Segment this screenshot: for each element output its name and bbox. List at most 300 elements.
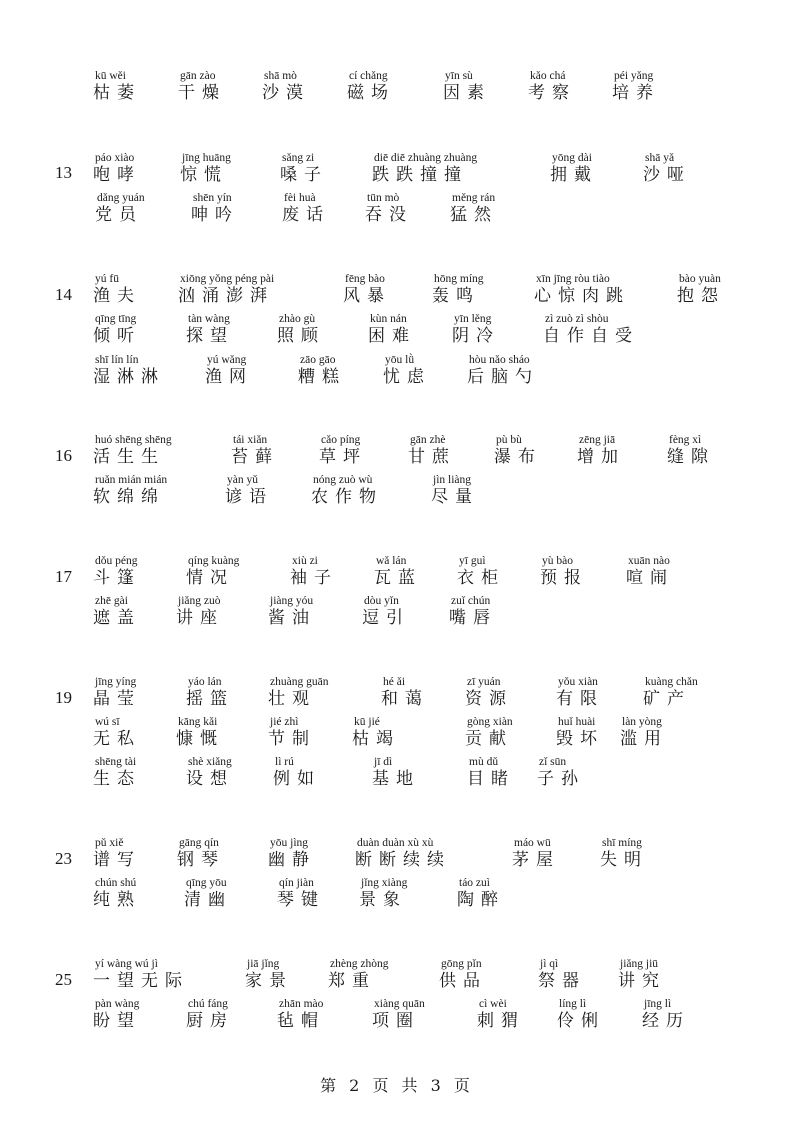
pinyin: kū wěi xyxy=(95,70,126,82)
vocab-word xyxy=(372,756,420,790)
vocab-word xyxy=(642,998,690,1032)
hanzi: 阴冷 xyxy=(452,326,500,346)
vocab-word xyxy=(677,273,725,307)
pinyin: dǒu péng xyxy=(95,555,138,567)
pinyin: shā mò xyxy=(264,70,297,82)
pinyin: pù bù xyxy=(496,434,522,446)
hanzi: 一望无际 xyxy=(93,971,189,991)
vocab-word xyxy=(540,555,588,589)
pinyin: yōu jìng xyxy=(270,837,309,849)
hanzi: 摇篮 xyxy=(186,689,234,709)
pinyin: kū jié xyxy=(354,716,380,728)
hanzi: 目睹 xyxy=(467,769,515,789)
lesson-number: 25 xyxy=(55,970,72,989)
hanzi: 呻吟 xyxy=(191,205,239,225)
hanzi: 缝隙 xyxy=(667,447,715,467)
hanzi: 遮盖 xyxy=(93,608,141,628)
hanzi: 例如 xyxy=(273,769,321,789)
vocab-word xyxy=(93,877,141,911)
hanzi: 照顾 xyxy=(277,326,325,346)
hanzi: 猛然 xyxy=(450,205,498,225)
hanzi: 断断续续 xyxy=(355,850,451,870)
pinyin: huǐ huài xyxy=(558,716,596,728)
pinyin: dǎng yuán xyxy=(97,192,145,204)
vocab-word xyxy=(290,555,338,589)
pinyin: làn yòng xyxy=(622,716,662,728)
vocab-word xyxy=(368,313,416,347)
vocab-word xyxy=(319,434,367,468)
pinyin: qíng kuàng xyxy=(188,555,240,567)
pinyin: kǎo chá xyxy=(530,70,566,82)
pinyin: jīng lì xyxy=(644,998,672,1010)
pinyin: jié zhì xyxy=(270,716,299,728)
hanzi: 基地 xyxy=(372,769,420,789)
pinyin: hòu nǎo sháo xyxy=(469,354,530,366)
hanzi: 盼望 xyxy=(93,1011,141,1031)
pinyin: tái xiǎn xyxy=(233,434,268,446)
pinyin: wú sī xyxy=(95,716,120,728)
pinyin: yī guì xyxy=(459,555,486,567)
pinyin: zī yuán xyxy=(467,676,501,688)
pinyin: yú fū xyxy=(95,273,119,285)
lesson-number: 14 xyxy=(55,285,72,304)
pinyin: jiàng yóu xyxy=(270,595,314,607)
vocab-word xyxy=(186,676,234,710)
vocab-word xyxy=(93,313,141,347)
pinyin: jiā jǐng xyxy=(247,958,280,970)
pinyin: jìn liàng xyxy=(433,474,472,486)
vocab-word xyxy=(93,70,141,104)
vocab-word xyxy=(311,474,383,508)
pinyin: fèng xì xyxy=(669,434,702,446)
vocab-word xyxy=(543,313,639,347)
pinyin: lì rú xyxy=(275,756,294,768)
hanzi: 沙漠 xyxy=(262,83,310,103)
hanzi: 酱油 xyxy=(268,608,316,628)
pinyin: zhē gài xyxy=(95,595,128,607)
pinyin: yáo lán xyxy=(188,676,222,688)
vocab-word xyxy=(225,474,273,508)
hanzi: 增加 xyxy=(577,447,625,467)
pinyin: fèi huà xyxy=(284,192,316,204)
vocab-word xyxy=(277,877,325,911)
pinyin: gān zhè xyxy=(410,434,446,446)
vocab-word xyxy=(93,958,189,992)
vocab-word xyxy=(178,70,226,104)
pinyin: duàn duàn xù xù xyxy=(357,837,434,849)
hanzi: 伶俐 xyxy=(557,1011,605,1031)
vocab-word xyxy=(457,877,505,911)
pinyin: pǔ xiě xyxy=(95,837,124,849)
hanzi: 探望 xyxy=(186,326,234,346)
vocab-word xyxy=(93,595,141,629)
hanzi: 谱写 xyxy=(93,850,141,870)
pinyin: fēng bào xyxy=(345,273,385,285)
hanzi: 沙哑 xyxy=(643,165,691,185)
pinyin: máo wū xyxy=(514,837,551,849)
hanzi: 毁坏 xyxy=(556,729,604,749)
pinyin: sǎng zi xyxy=(282,152,315,164)
pinyin: mù dǔ xyxy=(469,756,499,768)
pinyin: zhào gù xyxy=(279,313,316,325)
pinyin: ruǎn mián mián xyxy=(95,474,168,486)
pinyin: hōng míng xyxy=(434,273,484,285)
hanzi: 农作物 xyxy=(311,487,383,507)
pinyin: jǐng xiàng xyxy=(361,877,408,889)
pinyin: páo xiào xyxy=(95,152,135,164)
hanzi: 党员 xyxy=(95,205,143,225)
pinyin: yú wǎng xyxy=(207,354,247,366)
vocab-word xyxy=(556,676,604,710)
vocab-word xyxy=(550,152,598,186)
vocab-word xyxy=(467,354,539,388)
hanzi: 刺猬 xyxy=(477,1011,525,1031)
hanzi: 袖子 xyxy=(290,568,338,588)
pinyin: gòng xiàn xyxy=(467,716,513,728)
vocab-word xyxy=(557,998,605,1032)
vocab-word xyxy=(439,958,487,992)
pinyin: shēng tài xyxy=(95,756,137,768)
vocab-word xyxy=(362,595,410,629)
hanzi: 钢琴 xyxy=(177,850,225,870)
pinyin: hé ǎi xyxy=(383,676,406,688)
vocab-word xyxy=(347,70,395,104)
vocab-word xyxy=(365,192,413,226)
pinyin: yīn sù xyxy=(445,70,473,82)
hanzi: 磁场 xyxy=(347,83,395,103)
vocab-word xyxy=(277,998,325,1032)
pinyin: zuǐ chún xyxy=(451,595,491,607)
vocab-word xyxy=(352,716,400,750)
hanzi: 甘蔗 xyxy=(408,447,456,467)
hanzi: 枯竭 xyxy=(352,729,400,749)
vocab-word xyxy=(467,756,515,790)
vocab-word xyxy=(328,958,388,992)
vocab-word xyxy=(93,474,167,508)
hanzi: 培养 xyxy=(612,83,660,103)
hanzi: 湿淋淋 xyxy=(93,367,165,387)
hanzi: 枯萎 xyxy=(93,83,141,103)
hanzi: 吞没 xyxy=(365,205,413,225)
hanzi: 嘴唇 xyxy=(449,608,497,628)
vocab-word xyxy=(494,434,542,468)
vocab-word xyxy=(343,273,391,307)
pinyin: diē diē zhuàng zhuàng xyxy=(374,152,478,164)
hanzi: 软绵绵 xyxy=(93,487,165,507)
pinyin: qīng yōu xyxy=(186,877,227,889)
pinyin: yīn lěng xyxy=(454,313,492,325)
hanzi: 拥戴 xyxy=(550,165,598,185)
vocab-word xyxy=(450,192,498,226)
pinyin: zēng jiā xyxy=(579,434,616,446)
pinyin: huó shēng shēng xyxy=(95,434,172,446)
hanzi: 渔夫 xyxy=(93,286,141,306)
vocab-word xyxy=(374,555,422,589)
vocab-word xyxy=(245,958,293,992)
pinyin: péi yǎng xyxy=(614,70,654,82)
hanzi: 设想 xyxy=(186,769,234,789)
pinyin: shī míng xyxy=(602,837,642,849)
vocab-word xyxy=(465,676,513,710)
hanzi: 祭器 xyxy=(538,971,586,991)
vocab-word xyxy=(262,70,310,104)
vocab-word xyxy=(191,192,239,226)
vocab-word xyxy=(372,998,425,1032)
hanzi: 尽量 xyxy=(431,487,479,507)
hanzi: 考察 xyxy=(528,83,576,103)
hanzi: 慷慨 xyxy=(176,729,224,749)
pinyin: yàn yǔ xyxy=(227,474,258,486)
vocab-word xyxy=(643,152,691,186)
hanzi: 跌跌撞撞 xyxy=(372,165,468,185)
hanzi: 风暴 xyxy=(343,286,391,306)
pinyin: tūn mò xyxy=(367,192,400,204)
vocab-word xyxy=(577,434,625,468)
hanzi: 项圈 xyxy=(372,1011,420,1031)
hanzi: 失明 xyxy=(600,850,648,870)
vocab-word xyxy=(176,716,224,750)
vocab-word xyxy=(528,70,576,104)
hanzi: 自作自受 xyxy=(543,326,639,346)
vocab-word xyxy=(205,354,253,388)
hanzi: 滥用 xyxy=(620,729,668,749)
vocab-word xyxy=(93,354,165,388)
vocab-word xyxy=(359,877,407,911)
vocab-word xyxy=(381,676,429,710)
hanzi: 毡帽 xyxy=(277,1011,325,1031)
pinyin: měng rán xyxy=(452,192,496,204)
lesson-number: 13 xyxy=(55,163,72,182)
hanzi: 喧闹 xyxy=(626,568,674,588)
vocab-word xyxy=(618,958,666,992)
pinyin: chún shú xyxy=(95,877,137,889)
hanzi: 幽静 xyxy=(268,850,316,870)
pinyin: jiǎng jiū xyxy=(620,958,659,970)
pinyin: pàn wàng xyxy=(95,998,140,1010)
hanzi: 资源 xyxy=(465,689,513,709)
vocab-word xyxy=(620,716,668,750)
pinyin: qīng tīng xyxy=(95,313,137,325)
vocab-word xyxy=(282,192,330,226)
pinyin: xuān nào xyxy=(628,555,670,567)
lesson-number: 17 xyxy=(55,567,72,586)
vocab-word xyxy=(93,434,172,468)
hanzi: 后脑勺 xyxy=(467,367,539,387)
vocab-word xyxy=(537,756,585,790)
pinyin: kuàng chǎn xyxy=(645,676,698,688)
hanzi: 和蔼 xyxy=(381,689,429,709)
hanzi: 节制 xyxy=(268,729,316,749)
vocab-word xyxy=(383,354,431,388)
hanzi: 情况 xyxy=(186,568,234,588)
hanzi: 咆哮 xyxy=(93,165,141,185)
vocab-word xyxy=(268,676,328,710)
vocab-word xyxy=(268,716,316,750)
pinyin: zhèng zhòng xyxy=(330,958,389,970)
pinyin: táo zuì xyxy=(459,877,490,889)
pinyin: kùn nán xyxy=(370,313,407,325)
hanzi: 清幽 xyxy=(184,890,232,910)
hanzi: 草坪 xyxy=(319,447,367,467)
hanzi: 因素 xyxy=(443,83,491,103)
pinyin: shī lín lín xyxy=(95,354,139,366)
pinyin: cí chǎng xyxy=(349,70,388,82)
vocab-word xyxy=(93,998,141,1032)
pinyin: dòu yǐn xyxy=(364,595,399,607)
pinyin: jì qì xyxy=(540,958,559,970)
vocab-word xyxy=(93,273,141,307)
vocab-word xyxy=(268,595,316,629)
vocab-word xyxy=(538,958,586,992)
vocab-word xyxy=(477,998,525,1032)
pinyin: yōu lǜ xyxy=(385,354,415,366)
pinyin: shēn yín xyxy=(193,192,232,204)
lesson-number: 16 xyxy=(55,446,72,465)
hanzi: 子孙 xyxy=(537,769,585,789)
vocab-word xyxy=(408,434,456,468)
pinyin: xiù zi xyxy=(292,555,318,567)
hanzi: 忧虑 xyxy=(383,367,431,387)
pinyin: yù bào xyxy=(542,555,573,567)
pinyin: shè xiǎng xyxy=(188,756,232,768)
hanzi: 苔藓 xyxy=(231,447,279,467)
vocab-word xyxy=(355,837,451,871)
hanzi: 糟糕 xyxy=(298,367,346,387)
pinyin: yí wàng wú jì xyxy=(95,958,158,970)
pinyin: jīng huāng xyxy=(182,152,231,164)
hanzi: 瓦蓝 xyxy=(374,568,422,588)
vocab-word xyxy=(93,756,141,790)
vocab-word xyxy=(280,152,328,186)
hanzi: 有限 xyxy=(556,689,604,709)
hanzi: 汹涌澎湃 xyxy=(178,286,274,306)
pinyin: zhān mào xyxy=(279,998,324,1010)
vocab-word xyxy=(452,313,500,347)
hanzi: 谚语 xyxy=(225,487,273,507)
hanzi: 轰鸣 xyxy=(432,286,480,306)
hanzi: 废话 xyxy=(282,205,330,225)
pinyin: xiàng quān xyxy=(374,998,425,1010)
hanzi: 衣柜 xyxy=(457,568,505,588)
hanzi: 经历 xyxy=(642,1011,690,1031)
pinyin: jīng yíng xyxy=(95,676,137,688)
vocab-word xyxy=(612,70,660,104)
hanzi: 贡献 xyxy=(465,729,513,749)
hanzi: 家景 xyxy=(245,971,293,991)
vocab-word xyxy=(449,595,497,629)
vocab-word xyxy=(93,152,141,186)
hanzi: 困难 xyxy=(368,326,416,346)
vocab-word xyxy=(277,313,325,347)
vocab-word xyxy=(231,434,279,468)
pinyin: kāng kǎi xyxy=(178,716,218,728)
hanzi: 纯熟 xyxy=(93,890,141,910)
pinyin: jī dì xyxy=(374,756,393,768)
hanzi: 供品 xyxy=(439,971,487,991)
vocab-word xyxy=(372,152,477,186)
hanzi: 陶醉 xyxy=(457,890,505,910)
lesson-number: 23 xyxy=(55,849,72,868)
vocab-word xyxy=(298,354,346,388)
pinyin: zāo gāo xyxy=(300,354,336,366)
hanzi: 抱怨 xyxy=(677,286,725,306)
hanzi: 讲究 xyxy=(618,971,666,991)
hanzi: 嗓子 xyxy=(280,165,328,185)
vocab-word xyxy=(667,434,715,468)
pinyin: gān zào xyxy=(180,70,216,82)
vocab-word xyxy=(184,877,232,911)
pinyin: gōng pǐn xyxy=(441,958,482,970)
vocab-word xyxy=(600,837,648,871)
vocab-word xyxy=(534,273,630,307)
vocab-word xyxy=(93,837,141,871)
vocab-word xyxy=(93,555,141,589)
pinyin: nóng zuò wù xyxy=(313,474,373,486)
vocab-word xyxy=(93,676,141,710)
pinyin: gāng qín xyxy=(179,837,219,849)
hanzi: 茅屋 xyxy=(512,850,560,870)
hanzi: 惊慌 xyxy=(180,165,228,185)
vocab-word xyxy=(95,192,145,226)
vocab-word xyxy=(186,756,234,790)
lesson-number: 19 xyxy=(55,688,72,707)
page-footer: 第 2 页 共 3 页 xyxy=(320,1076,474,1095)
pinyin: zǐ sūn xyxy=(539,756,567,768)
hanzi: 郑重 xyxy=(328,971,376,991)
pinyin: qín jiàn xyxy=(279,877,314,889)
vocab-word xyxy=(186,998,234,1032)
pinyin: zhuàng guān xyxy=(270,676,329,688)
hanzi: 逗引 xyxy=(362,608,410,628)
vocab-word xyxy=(178,273,274,307)
pinyin: yǒu xiàn xyxy=(558,676,598,688)
pinyin: cǎo píng xyxy=(321,434,361,446)
vocab-word xyxy=(93,716,141,750)
hanzi: 倾听 xyxy=(93,326,141,346)
vocab-word xyxy=(431,474,479,508)
pinyin: cì wèi xyxy=(479,998,507,1010)
vocab-word xyxy=(273,756,321,790)
pinyin: chú fáng xyxy=(188,998,228,1010)
vocab-word xyxy=(186,313,234,347)
hanzi: 晶莹 xyxy=(93,689,141,709)
pinyin: zì zuò zì shòu xyxy=(545,313,609,325)
hanzi: 斗篷 xyxy=(93,568,141,588)
hanzi: 讲座 xyxy=(176,608,224,628)
pinyin: líng lì xyxy=(559,998,587,1010)
hanzi: 心惊肉跳 xyxy=(534,286,630,306)
hanzi: 瀑布 xyxy=(494,447,542,467)
pinyin: tàn wàng xyxy=(188,313,230,325)
hanzi: 生态 xyxy=(93,769,141,789)
pinyin: wǎ lán xyxy=(376,555,407,567)
vocab-word xyxy=(443,70,491,104)
vocab-word xyxy=(186,555,239,589)
hanzi: 无私 xyxy=(93,729,141,749)
pinyin: shā yǎ xyxy=(645,152,675,164)
vocab-word xyxy=(180,152,231,186)
hanzi: 厨房 xyxy=(186,1011,234,1031)
hanzi: 琴键 xyxy=(277,890,325,910)
hanzi: 活生生 xyxy=(93,447,165,467)
hanzi: 渔网 xyxy=(205,367,253,387)
hanzi: 景象 xyxy=(359,890,407,910)
vocab-word xyxy=(432,273,484,307)
vocab-word xyxy=(457,555,505,589)
hanzi: 干燥 xyxy=(178,83,226,103)
hanzi: 壮观 xyxy=(268,689,316,709)
hanzi: 预报 xyxy=(540,568,588,588)
